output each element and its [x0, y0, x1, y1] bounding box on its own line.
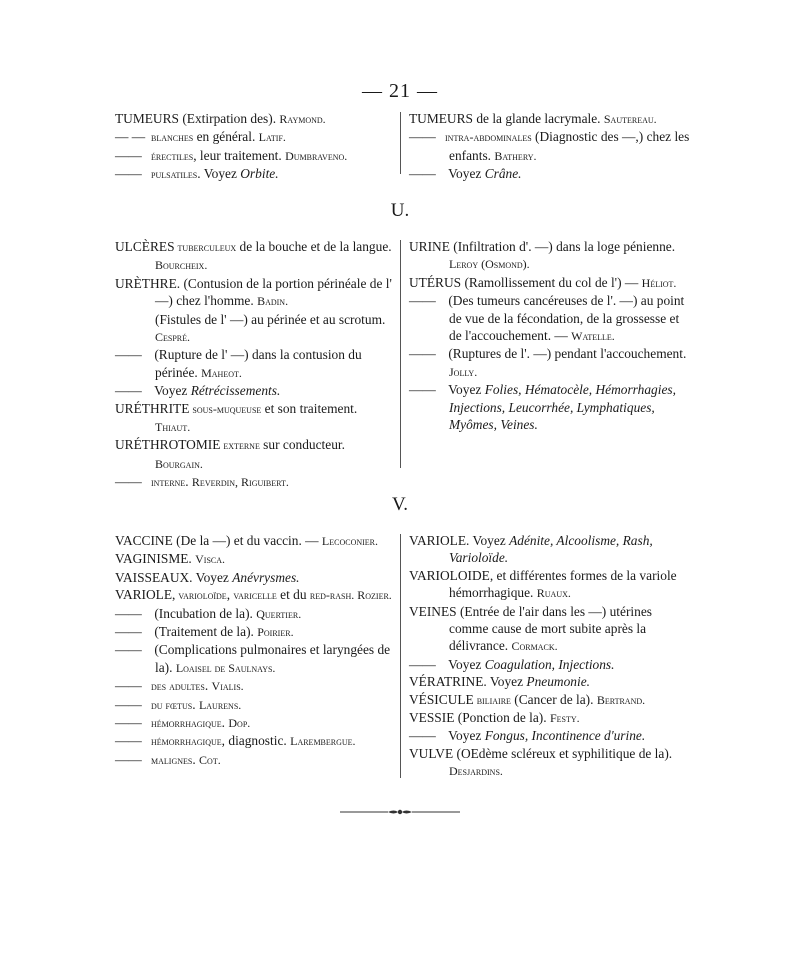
entry-text: sur conducteur.	[259, 437, 345, 453]
dash-mark: ——	[409, 166, 436, 182]
index-entry	[409, 603, 691, 656]
page-number: — 21 —	[362, 80, 438, 102]
entry-text: (Rupture de l' —) dans la contusion du périnée.	[151, 347, 362, 380]
author-name: Maheot.	[201, 365, 242, 380]
entry-text: (Entrée de l'air dans les —) utérines comme cause de mort subite après la délivrance.	[449, 603, 652, 654]
column-right	[409, 532, 691, 781]
entry-keyword: hémorrhagique	[151, 716, 222, 731]
dash-mark: ——	[115, 605, 142, 621]
cross-reference: Crâne.	[484, 166, 522, 182]
entry-text: , et différentes formes de la variole hémorrhagique.	[449, 567, 677, 601]
ornament-divider	[340, 808, 460, 816]
entry-text: . Voyez	[197, 166, 241, 182]
dash-mark: ——	[409, 129, 436, 145]
entry-keyword: hémorrhagique	[151, 734, 222, 749]
entry-text: , leur traitement.	[193, 147, 286, 163]
entry-heading: ULCÈRES	[115, 239, 175, 254]
author-name: Quertier.	[256, 606, 302, 621]
entry-heading: VARIOLOIDE	[409, 567, 490, 583]
index-entry	[409, 110, 691, 128]
entry-heading: VÉSICULE	[409, 691, 474, 707]
author-name: Ruaux.	[536, 586, 571, 601]
index-entry	[409, 532, 691, 567]
entry-heading: VEINES	[409, 603, 457, 619]
index-entry	[115, 732, 395, 750]
dash-mark: — —	[115, 129, 146, 145]
entry-text: de la glande lacrymale.	[473, 111, 604, 126]
index-entry	[409, 381, 691, 433]
author-name: Desjardins.	[449, 764, 503, 779]
entry-text: Voyez	[486, 674, 527, 690]
entry-heading: URÉTHRITE	[115, 400, 190, 416]
entry-text: (Ramollissement du col de l') —	[461, 274, 642, 290]
index-entry	[115, 128, 395, 146]
dash-mark: ——	[115, 347, 142, 363]
author-name: Bourcheix.	[155, 258, 208, 273]
entry-text: (Fistules de l' —) au périnée et au scrotum.	[155, 311, 386, 327]
entry-heading: TUMEURS	[115, 111, 179, 126]
entry-text: (Cancer de la).	[510, 691, 597, 707]
entry-text: .	[192, 696, 199, 712]
author-name: Cormack.	[511, 639, 558, 654]
column-right	[409, 110, 691, 183]
entry-keyword: des adultes	[151, 679, 205, 694]
index-entry	[115, 473, 395, 491]
entry-heading: URÉTHROTOMIE	[115, 437, 221, 453]
index-entry	[115, 346, 395, 382]
index-entry	[409, 673, 691, 690]
author-name: Visca.	[195, 552, 226, 567]
column-divider	[400, 240, 401, 468]
entry-text: de la bouche et de la langue.	[236, 239, 392, 254]
dash-mark: ——	[409, 728, 436, 744]
entry-keyword: tuberculeux	[174, 240, 237, 254]
entry-text: .	[185, 474, 192, 490]
author-name: Latif.	[258, 130, 286, 145]
index-entry	[115, 400, 395, 437]
entry-heading: VESSIE	[409, 710, 455, 726]
author-name: Leroy (Osmond).	[449, 257, 530, 272]
entry-heading: VÉRATRINE.	[409, 674, 487, 690]
author-name: Festy.	[549, 711, 580, 726]
dash-mark: ——	[409, 382, 436, 398]
dash-mark: ——	[115, 715, 142, 731]
entry-text: (OEdème scléreux et syphilitique de la).	[453, 745, 673, 761]
cross-reference: Folies, Hématocèle, Hémorrhagies, Injections, Leucorrhée, Lymphatiques, Myômes, Veines.	[449, 382, 676, 433]
entry-text: .	[221, 715, 229, 731]
dash-mark: ——	[115, 474, 142, 490]
entry-text: Voyez	[192, 569, 233, 585]
index-entry	[409, 709, 691, 727]
index-entry	[115, 110, 395, 128]
entry-text: (Ruptures de l'. —) pendant l'accouchement.	[445, 346, 687, 362]
entry-keyword: sous-muqueuse	[189, 401, 262, 416]
entry-heading: VARIOLE,	[115, 587, 176, 603]
index-entry	[409, 691, 691, 709]
entry-text: (Traitement de la).	[151, 624, 258, 640]
author-name: Thiaut.	[155, 420, 191, 435]
dash-mark: ——	[115, 147, 142, 163]
entry-keyword: varioloïde	[175, 588, 227, 603]
index-entry	[115, 605, 395, 623]
entry-keyword: du fœtus	[151, 697, 193, 712]
entry-text: et du	[276, 587, 310, 603]
index-entry	[115, 586, 395, 604]
cross-reference: Pneumonie.	[526, 674, 591, 690]
index-entry	[115, 436, 395, 473]
index-entry	[409, 656, 691, 673]
index-entry	[409, 567, 691, 603]
index-entry	[409, 292, 691, 345]
index-entry	[115, 751, 395, 769]
section-letter-v: V.	[391, 494, 409, 515]
index-entry	[115, 714, 395, 732]
entry-keyword: malignes	[151, 752, 193, 767]
author-name: Badin.	[257, 294, 289, 309]
index-entry	[115, 550, 395, 568]
index-entry	[115, 311, 395, 347]
entry-text: Voyez	[151, 383, 191, 399]
author-name: Cespré.	[155, 330, 191, 345]
entry-keyword: intra-abdominales	[445, 130, 532, 145]
author-name: Bertrand.	[596, 692, 646, 707]
entry-keyword: pulsatiles	[151, 167, 198, 182]
entry-heading: VARIOLE.	[409, 533, 470, 548]
author-name: Lecoconier.	[321, 534, 379, 548]
author-name: Raymond.	[279, 112, 326, 126]
entry-heading: URINE	[409, 239, 450, 254]
cross-reference: Anévrysmes.	[232, 569, 300, 585]
entry-text: (Ponction de la).	[454, 710, 550, 726]
entry-text: (Complications pulmonaires et laryngées de la).	[151, 642, 391, 675]
dash-mark: ——	[115, 751, 142, 767]
index-entry	[115, 275, 395, 311]
entry-keyword: érectiles	[151, 148, 194, 163]
entry-heading: VACCINE	[115, 533, 173, 548]
entry-text: Voyez	[445, 382, 485, 398]
author-name: Vialis.	[211, 679, 244, 694]
index-entry	[115, 532, 395, 550]
dash-mark: ——	[115, 678, 142, 694]
entry-heading: UTÉRUS	[409, 274, 462, 290]
dash-mark: ——	[115, 383, 142, 399]
dash-mark: ——	[115, 696, 142, 712]
author-name: Poirier.	[257, 625, 294, 640]
entry-heading: VULVE	[409, 745, 454, 761]
cross-reference: Rétrécissements.	[190, 383, 281, 399]
author-name: Larembergue.	[290, 734, 356, 749]
entry-heading: URÈTHRE.	[115, 275, 181, 291]
author-name: Loaisel de Saulnays.	[175, 660, 276, 675]
index-entry	[409, 345, 691, 381]
dash-mark: ——	[115, 733, 142, 749]
index-entry	[409, 727, 691, 744]
cross-reference: Orbite.	[240, 166, 279, 182]
entry-text: .	[204, 678, 212, 694]
entry-text: (De la —) et du vaccin. —	[172, 533, 322, 548]
index-entry	[115, 696, 395, 714]
entry-text: (Extirpation des).	[179, 111, 280, 126]
author-name: Laurens.	[198, 697, 242, 712]
author-name: Sautereau.	[603, 112, 657, 126]
column-left	[115, 110, 395, 184]
entry-text: .	[192, 751, 200, 767]
entry-text: Voyez	[445, 728, 485, 744]
index-entry	[115, 677, 395, 695]
cross-reference: Adénite, Alcoolisme, Rash, Varioloïde.	[449, 533, 653, 566]
dash-mark: ——	[115, 624, 142, 640]
entry-keyword: biliaire	[473, 692, 511, 707]
author-name: Watelle.	[571, 329, 615, 344]
author-name: Reverdin, Riguibert.	[191, 475, 289, 490]
entry-text: (Diagnostic des —,) chez les enfants.	[449, 129, 690, 163]
entry-keyword: externe	[220, 438, 260, 453]
entry-text: (Des tumeurs cancéreuses de l'. —) au point de vue de la fécondation, de la grossesse et de l'accouchement. —	[445, 293, 685, 344]
column-right	[409, 238, 691, 433]
column-left	[115, 532, 395, 769]
author-name: Bourgain.	[155, 456, 203, 471]
column-left	[115, 238, 395, 492]
entry-heading: TUMEURS	[409, 111, 473, 126]
index-entry	[115, 382, 395, 399]
dash-mark: ——	[115, 642, 142, 658]
column-divider	[400, 534, 401, 778]
index-entry	[115, 147, 395, 165]
cross-reference: Fongus, Incontinence d'urine.	[484, 728, 646, 744]
index-entry	[409, 128, 691, 165]
entry-text: ,	[226, 587, 234, 603]
entry-text: (Incubation de la).	[151, 605, 257, 621]
index-entry	[115, 569, 395, 586]
cross-reference: Coagulation, Injections.	[484, 656, 615, 672]
index-entry	[409, 165, 691, 182]
author-name: Rozier.	[354, 588, 392, 603]
dash-mark: ——	[115, 166, 142, 182]
index-entry	[115, 165, 395, 183]
index-entry	[115, 623, 395, 641]
author-name: Jolly.	[449, 364, 478, 379]
section-letter-u: U.	[390, 200, 410, 221]
entry-keyword: red-rash.	[309, 588, 355, 603]
entry-keyword: varicelle	[233, 588, 277, 603]
index-entry	[115, 641, 395, 677]
column-divider	[400, 112, 401, 174]
entry-keyword: interne	[151, 475, 186, 490]
author-name: Bathery.	[494, 148, 537, 163]
entry-text: Voyez	[445, 656, 485, 672]
index-entry	[409, 274, 691, 292]
dash-mark: ——	[409, 346, 436, 362]
dash-mark: ——	[409, 293, 436, 309]
author-name: Cot.	[199, 752, 221, 767]
entry-text: et son traitement.	[261, 400, 358, 416]
dash-mark: ——	[409, 656, 436, 672]
index-entry	[409, 745, 691, 781]
entry-heading: VAGINISME.	[115, 551, 192, 567]
index-entry	[115, 238, 395, 275]
entry-text: Voyez	[469, 533, 510, 548]
entry-text: , diagnostic.	[221, 733, 291, 749]
entry-text: (Contusion de la portion périnéale de l' —) chez l'homme.	[155, 275, 392, 309]
author-name: Dumbraveno.	[285, 148, 348, 163]
entry-keyword: blanches	[151, 130, 194, 145]
author-name: Héliot.	[641, 275, 677, 290]
author-name: Dop.	[228, 716, 251, 731]
entry-text: en général.	[193, 129, 259, 145]
index-entry	[409, 238, 691, 274]
entry-text: (Infiltration d'. —) dans la loge pénienne.	[449, 239, 676, 254]
entry-text: Voyez	[445, 166, 485, 182]
entry-heading: VAISSEAUX.	[115, 569, 193, 585]
